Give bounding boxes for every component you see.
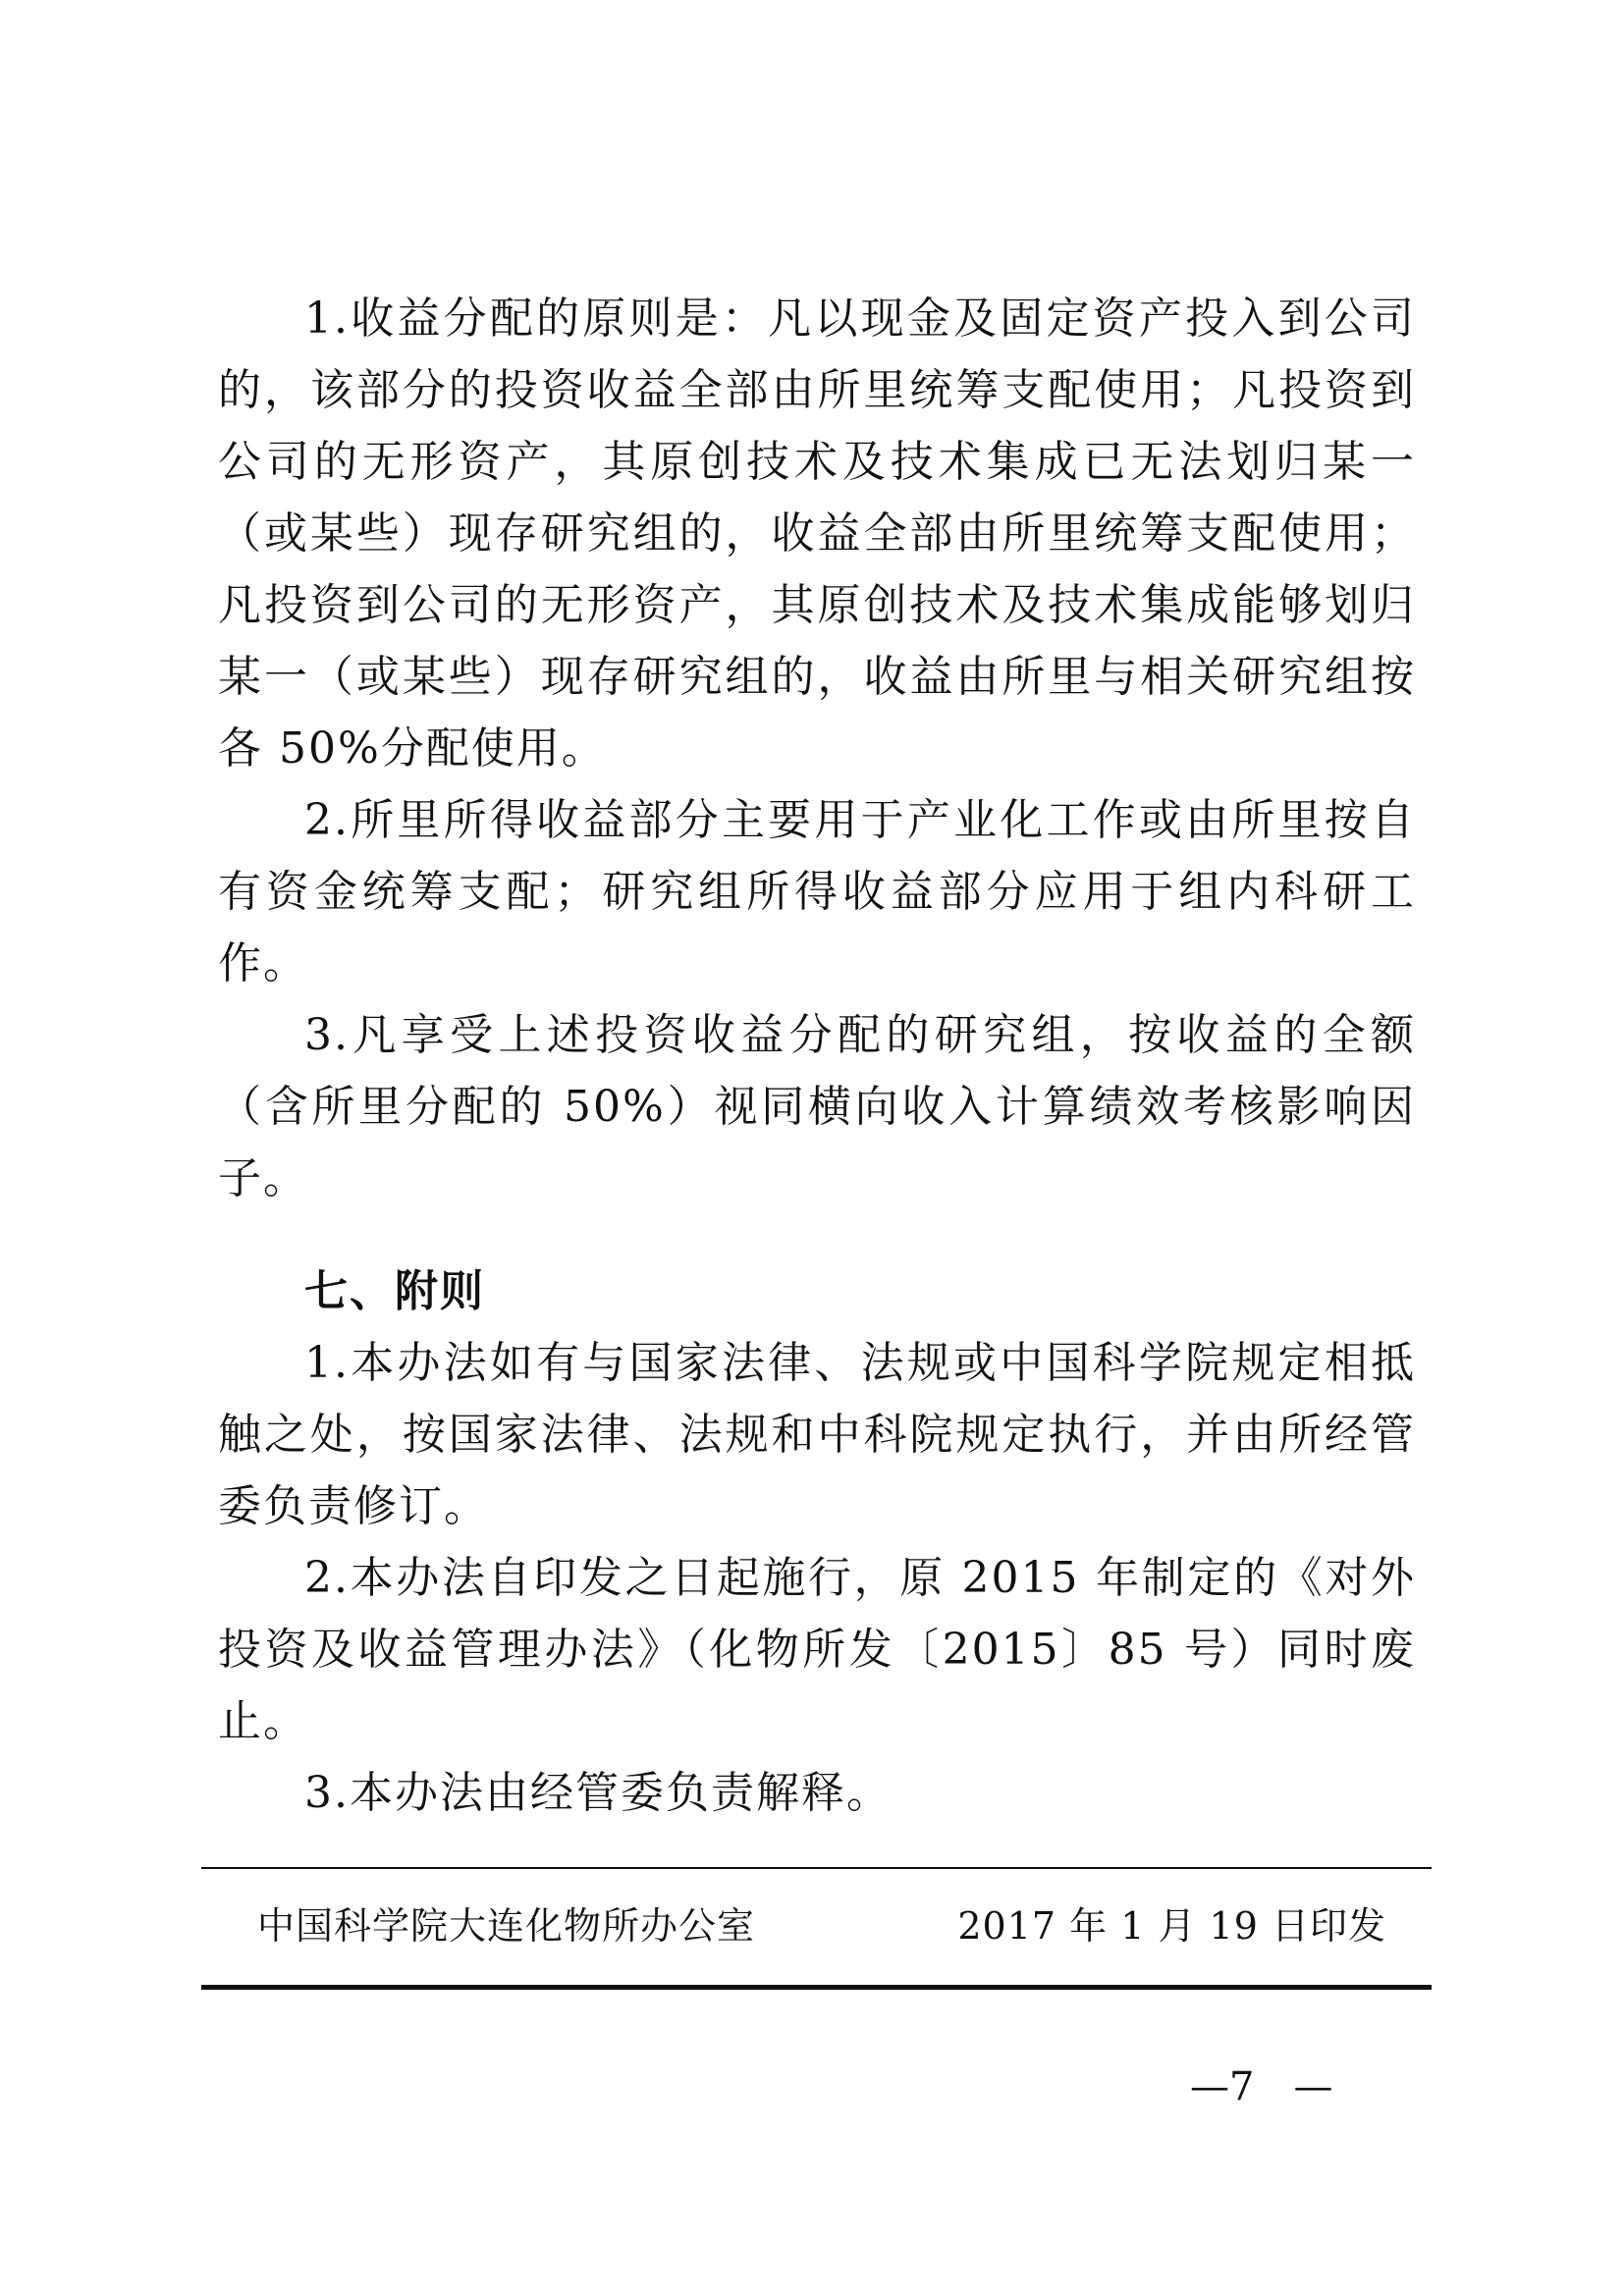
paragraph-effective-date: 2.本办法自印发之日起施行，原 2015 年制定的《对外投资及收益管理办法》（化物所发〔2015〕85 号）同时废止。 [218,1553,1416,1746]
footer-issuer: 中国科学院大连化物所办公室 [257,1904,756,1948]
document-body [218,283,1416,1829]
page-number: —7 — [1190,2064,1333,2109]
footer-issue-date: 2017 年 1 月 19 日印发 [957,1904,1386,1948]
footer-bottom-rule [201,1985,1432,1990]
paragraph-income-distribution-principle: 1.收益分配的原则是：凡以现金及固定资产投入到公司的，该部分的投资收益全部由所里统筹支配使用；凡投资到公司的无形资产，其原创技术及技术集成已无法划归某一（或某些）现存研究组的，收益全部由所里统筹支配使用；凡投资到公司的无形资产，其原创技术及技术集成能够划归某一（或某些）现存研究组的，收益由所里与相关研究组按各 50%分配使用。 [218,294,1416,774]
paragraph-interpretation: 3.本办法由经管委负责解释。 [304,1768,892,1818]
paragraph-performance-factor: 3.凡享受上述投资收益分配的研究组，按收益的全额（含所里分配的 50%）视同横向收入计算绩效考核影响因子。 [218,1010,1416,1203]
footer-top-rule [201,1867,1432,1869]
paragraph-legal-conflict: 1.本办法如有与国家法律、法规或中国科学院规定相抵触之处，按国家法律、法规和中科院规定执行，并由所经管委负责修订。 [218,1338,1416,1531]
paragraph-institute-income-use: 2.所里所得收益部分主要用于产业化工作或由所里按自有资金统筹支配；研究组所得收益部分应用于组内科研工作。 [218,795,1416,988]
section-heading-supplementary-provisions: 七、附则 [304,1266,485,1316]
